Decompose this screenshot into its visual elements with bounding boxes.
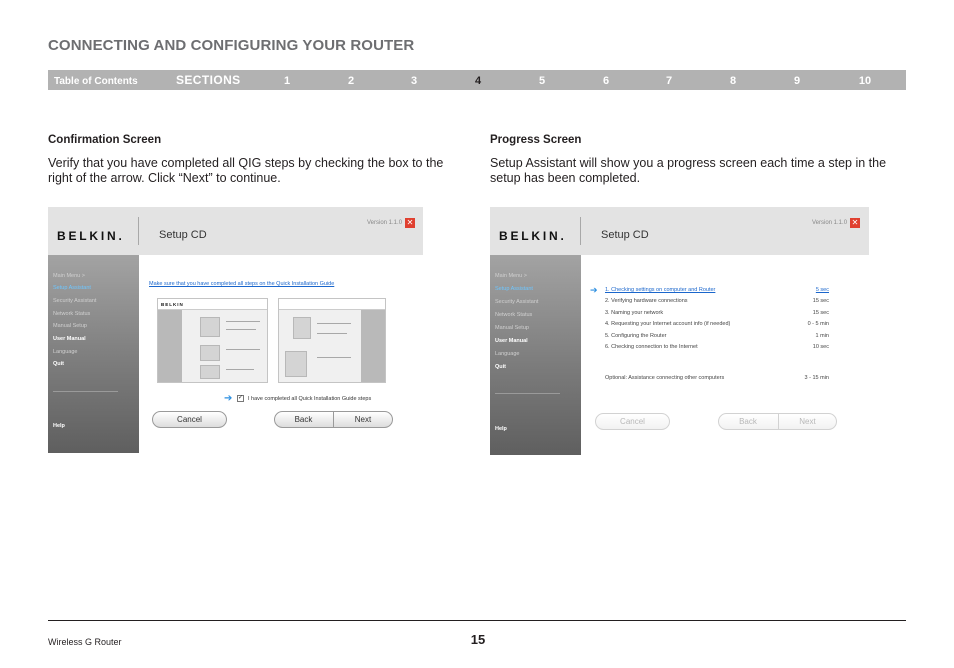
close-icon[interactable]: ✕ xyxy=(851,218,859,227)
progress-step-time: 15 sec xyxy=(812,310,829,316)
back-button[interactable]: Back xyxy=(739,417,757,426)
qig-preview-topbar xyxy=(279,299,385,310)
header-divider xyxy=(138,217,139,245)
qig-confirm-label: I have completed all Quick Installation Guide steps xyxy=(248,396,372,402)
progress-step-label: 5. Configuring the Router xyxy=(605,333,667,339)
footer-product-name: Wireless G Router xyxy=(48,637,122,647)
app-header xyxy=(48,207,423,255)
qig-text-line xyxy=(226,349,260,350)
nav-section-3[interactable]: 3 xyxy=(410,75,418,87)
sidebar-item-setup-assistant[interactable]: Setup Assistant xyxy=(495,286,533,292)
sidebar-item-setup-assistant[interactable]: Setup Assistant xyxy=(53,285,91,291)
qig-router-image xyxy=(200,365,220,379)
progress-screenshot xyxy=(490,207,869,455)
progress-step-label: 3. Naming your network xyxy=(605,310,664,316)
app-title: Setup CD xyxy=(601,229,649,241)
sidebar-item-user-manual[interactable]: User Manual xyxy=(53,336,86,342)
cancel-button[interactable] xyxy=(152,411,227,428)
cancel-button-label: Cancel xyxy=(177,415,202,424)
progress-optional-label: Optional: Assistance connecting other computers xyxy=(605,375,725,381)
app-sidebar xyxy=(490,255,581,455)
sidebar-item-help[interactable]: Help xyxy=(53,423,65,429)
nav-section-5[interactable]: 5 xyxy=(538,75,546,87)
qig-text-line xyxy=(317,333,347,334)
progress-step-label: 2. Verifying hardware connections xyxy=(605,298,688,304)
next-button[interactable]: Next xyxy=(799,417,816,426)
belkin-logo: BELKIN. xyxy=(57,229,125,243)
sidebar-item-language[interactable]: Language xyxy=(495,351,520,357)
qig-preview-panel xyxy=(361,310,385,382)
nav-table-of-contents[interactable]: Table of Contents xyxy=(54,76,138,87)
qig-router-image xyxy=(285,351,307,377)
app-sidebar xyxy=(48,255,139,453)
progress-step-label: 1. Checking settings on computer and Router xyxy=(605,287,716,293)
nav-section-1[interactable]: 1 xyxy=(283,75,291,87)
footer-rule xyxy=(48,620,906,621)
qig-preview-topbar xyxy=(158,299,267,310)
next-button[interactable]: Next xyxy=(354,415,372,424)
progress-body: Setup Assistant will show you a progress screen each time a step in the setup has been completed. xyxy=(490,156,887,185)
belkin-logo: BELKIN. xyxy=(499,229,567,243)
sidebar-item-help[interactable]: Help xyxy=(495,426,507,432)
version-label: Version 1.1.0 xyxy=(812,220,848,226)
sidebar-item-main-menu[interactable]: Main Menu > xyxy=(53,273,85,279)
confirmation-heading: Confirmation Screen xyxy=(48,134,162,146)
sidebar-item-security-assistant[interactable]: Security Assistant xyxy=(495,299,539,305)
arrow-right-icon: ➔ xyxy=(590,285,598,295)
cancel-button-label: Cancel xyxy=(620,417,645,426)
progress-step-time: 1 min xyxy=(815,333,829,339)
sidebar-item-security-assistant[interactable]: Security Assistant xyxy=(53,298,97,304)
confirmation-body: Verify that you have completed all QIG steps by checking the box to the right of the arrow. Click “Next” to continue. xyxy=(48,156,444,185)
nav-section-9[interactable]: 9 xyxy=(793,75,801,87)
progress-step-time: 5 sec xyxy=(815,287,829,293)
nav-section-4[interactable]: 4 xyxy=(474,75,482,87)
sidebar-item-manual-setup[interactable]: Manual Setup xyxy=(53,323,87,329)
nav-section-7[interactable]: 7 xyxy=(665,75,673,87)
qig-text-line xyxy=(226,321,260,322)
qig-router-image xyxy=(293,317,311,339)
app-title: Setup CD xyxy=(159,229,207,241)
qig-text-line xyxy=(317,323,351,324)
back-button[interactable]: Back xyxy=(294,415,313,424)
qig-preview-panel xyxy=(158,310,182,382)
page-number: 15 xyxy=(470,632,486,647)
cancel-button[interactable] xyxy=(595,413,670,430)
page-title: CONNECTING AND CONFIGURING YOUR ROUTER xyxy=(48,37,415,54)
sidebar-item-network-status[interactable]: Network Status xyxy=(53,311,91,317)
back-next-button-group xyxy=(718,413,837,430)
header-divider xyxy=(580,217,581,245)
sidebar-item-quit[interactable]: Quit xyxy=(53,361,64,367)
qig-text-line xyxy=(317,357,351,358)
sidebar-item-main-menu[interactable]: Main Menu > xyxy=(495,273,527,279)
qig-confirm-checkbox[interactable]: ✓ xyxy=(238,395,244,401)
sidebar-divider xyxy=(53,391,118,392)
sidebar-item-user-manual[interactable]: User Manual xyxy=(495,338,528,344)
progress-step-time: 15 sec xyxy=(812,298,829,304)
back-next-button-group xyxy=(274,411,393,428)
app-header xyxy=(490,207,869,255)
progress-step-time: 0 - 5 min xyxy=(807,321,829,327)
sidebar-item-network-status[interactable]: Network Status xyxy=(495,312,533,318)
progress-optional-time: 3 - 15 min xyxy=(804,375,829,381)
nav-section-6[interactable]: 6 xyxy=(602,75,610,87)
qig-instruction: Make sure that you have completed all steps on the Quick Installation Guide xyxy=(149,281,335,287)
nav-section-10[interactable]: 10 xyxy=(858,75,872,87)
qig-belkin-logo: BELKIN xyxy=(161,302,184,307)
nav-section-2[interactable]: 2 xyxy=(347,75,355,87)
qig-router-image xyxy=(200,317,220,337)
nav-sections-label: SECTIONS xyxy=(176,73,241,87)
confirmation-screenshot xyxy=(48,207,423,453)
close-icon[interactable]: ✕ xyxy=(406,218,414,227)
progress-heading: Progress Screen xyxy=(490,134,582,146)
version-label: Version 1.1.0 xyxy=(367,220,403,226)
sidebar-divider xyxy=(495,393,560,394)
progress-step-label: 4. Requesting your Internet account info (if needed) xyxy=(605,321,731,327)
qig-text-line xyxy=(226,329,256,330)
section-nav xyxy=(48,70,906,90)
arrow-right-icon: ➔ xyxy=(224,393,233,404)
sidebar-item-manual-setup[interactable]: Manual Setup xyxy=(495,325,529,331)
sidebar-item-quit[interactable]: Quit xyxy=(495,364,506,370)
qig-preview-right xyxy=(278,298,386,383)
sidebar-item-language[interactable]: Language xyxy=(53,349,78,355)
progress-step-time: 10 sec xyxy=(812,344,829,350)
qig-text-line xyxy=(226,369,254,370)
qig-preview-left xyxy=(157,298,268,383)
progress-step-label: 6. Checking connection to the Internet xyxy=(605,344,698,350)
qig-router-image xyxy=(200,345,220,361)
nav-section-8[interactable]: 8 xyxy=(729,75,737,87)
